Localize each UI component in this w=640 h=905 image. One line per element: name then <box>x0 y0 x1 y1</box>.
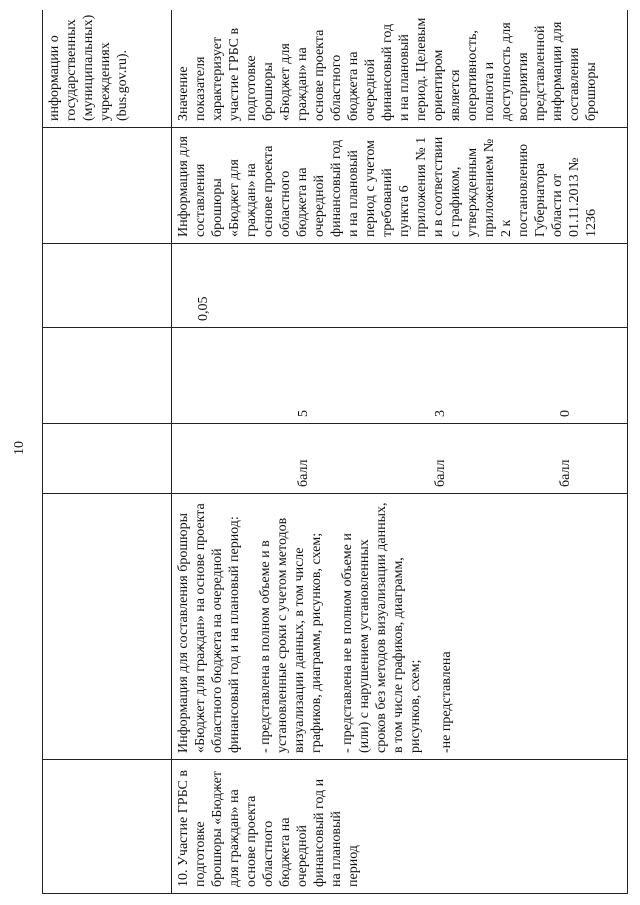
description-option-1: - представлена в полном объеме и в установленные сроки с учетом методов визуализации данных, в том числе графиков, диаграмм, рисунков, схем; <box>258 517 324 753</box>
unit-1: балл <box>296 459 311 487</box>
cell-empty <box>43 760 172 894</box>
description-intro: Информация для составления брошюры «Бюджет для граждан» на основе проекта областного бюджета на очередной финансовый год и на плановый период: <box>176 503 242 753</box>
cell-criterion <box>172 760 628 894</box>
score-2: 3 <box>433 410 448 417</box>
table-row-previous <box>43 10 172 894</box>
cell-description <box>172 494 628 760</box>
criteria-table <box>42 10 628 894</box>
unit-2: балл <box>433 459 448 487</box>
document-sheet <box>42 10 628 894</box>
cell-units <box>172 424 628 494</box>
note-top-text: информации о государственных (муниципальных) учреждениях (bus.gov.ru). <box>47 14 130 121</box>
page-number: 10 <box>12 441 27 455</box>
cell-empty <box>43 128 172 244</box>
cell-empty <box>43 244 172 328</box>
note-text: Значение показателя характеризует участие ГРБС в подготовке брошюры «Бюджет для граждан» на основе проекта областного бюджета на очередной финансовый год и на плановый период. Целевым ориентиром является оперативность, полнота и доступность для восприятия представленной информации для составления брошюры <box>176 17 599 121</box>
description-option-2: - представлена не в полном объеме и (или) с нарушением установленных сроков без методов визуализации данных, в том числе графиков, диаграмм, рисунков, схем; <box>340 502 423 753</box>
cell-empty <box>43 494 172 760</box>
cell-empty <box>43 328 172 424</box>
table-row-criterion <box>172 10 628 894</box>
cell-note <box>172 10 628 128</box>
source-text: Информация для составления брошюры «Бюджет для граждан» на основе проекта областного бюджета на очередной финансовый год и на плановый период с учетом требований пункта 6 приложения № 1 и в соответствии с графиком, утвержденным приложением № 2 к постановлению Губернатора области от 01.11.2013 № 1236 <box>176 136 599 237</box>
cell-source <box>172 128 628 244</box>
cell-note-top <box>43 10 172 128</box>
unit-3: балл <box>558 459 573 487</box>
score-1: 5 <box>296 410 311 417</box>
description-option-3: -не представлена <box>439 651 454 753</box>
cell-weight <box>172 244 628 328</box>
criterion-text: 10. Участие ГРБС в подготовке брошюры «Бюджет для граждан» на основе проекта областного бюджета на очередной финансовый год и на плановый период <box>176 770 361 887</box>
cell-scores <box>172 328 628 424</box>
cell-empty <box>43 424 172 494</box>
score-3: 0 <box>558 410 573 417</box>
weight-value: 0,05 <box>196 296 211 321</box>
rotated-page <box>42 10 628 894</box>
